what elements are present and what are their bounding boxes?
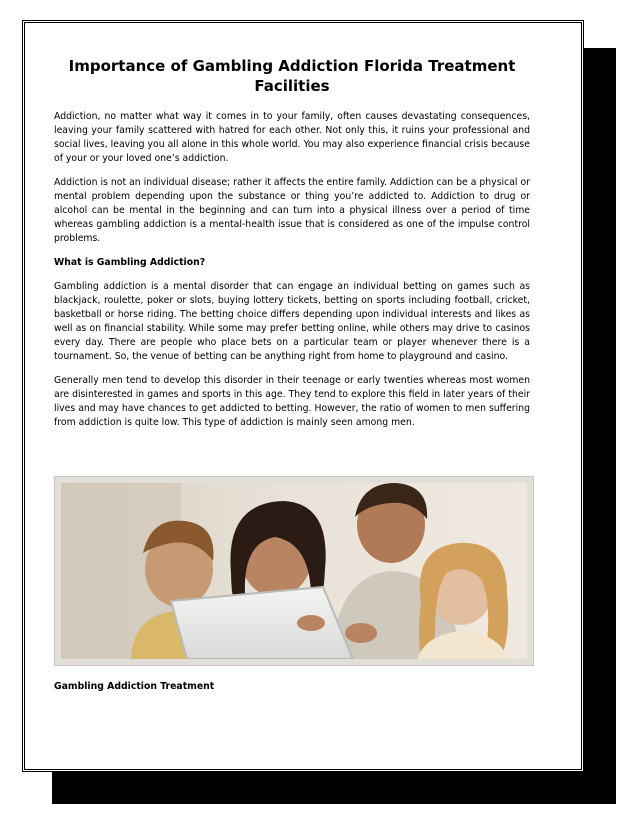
section1-paragraph-2: Generally men tend to develop this disorder in their teenage or early twenties whereas most women are disinterested in games and sports in this age. They tend to explore this field in later years of their lives and may have chances to get addicted to betting. However, the ratio of women to men suffering from addiction is quite low. This type of addiction is mainly seen among men. — [54, 375, 530, 428]
section1-paragraph-1: Gambling addiction is a mental disorder that can engage an individual betting on games such as blackjack, roulette, poker or slots, buying lottery tickets, betting on sports including football, cricket, basketball or horse riding. The betting choice differs depending upon individual interests and likes as well as on financial stability. While some may prefer betting online, while others may drive to casinos every day. There are people who place bets on a particular team or player whenever there is a tournament. So, the venue of betting can be anything right from home to playground and casino. — [54, 281, 530, 362]
intro-paragraph-1: Addiction, no matter what way it comes in to your family, often causes devastating consequences, leaving your family scattered with hatred for each other. Not only this, it ruins your professional and social lives, leaving you all alone in this whole world. You may also experience financial crisis because of your or your loved one’s addiction. — [54, 111, 530, 164]
family-photo-illustration — [61, 483, 527, 659]
document-content — [54, 56, 530, 440]
family-photo-frame — [54, 476, 534, 666]
laptop-screen — [171, 587, 353, 659]
section-heading-gambling-addiction-treatment: Gambling Addiction Treatment — [54, 681, 215, 692]
section-heading-what-is-gambling-addiction: What is Gambling Addiction? — [54, 257, 206, 268]
intro-paragraph-2: Addiction is not an individual disease; rather it affects the entire family. Addiction can be a physical or mental problem depending upon the substance or thing you’re addicted to. Addiction to drug or alcohol can be mental in the beginning and can turn into a physical illness over a period of time whereas gambling addiction is a mental-health issue that is considered as one of the impulse control problems. — [54, 177, 530, 244]
family-photo — [61, 483, 527, 659]
document-title: Importance of Gambling Addiction Florida Treatment Facilities — [68, 57, 516, 95]
